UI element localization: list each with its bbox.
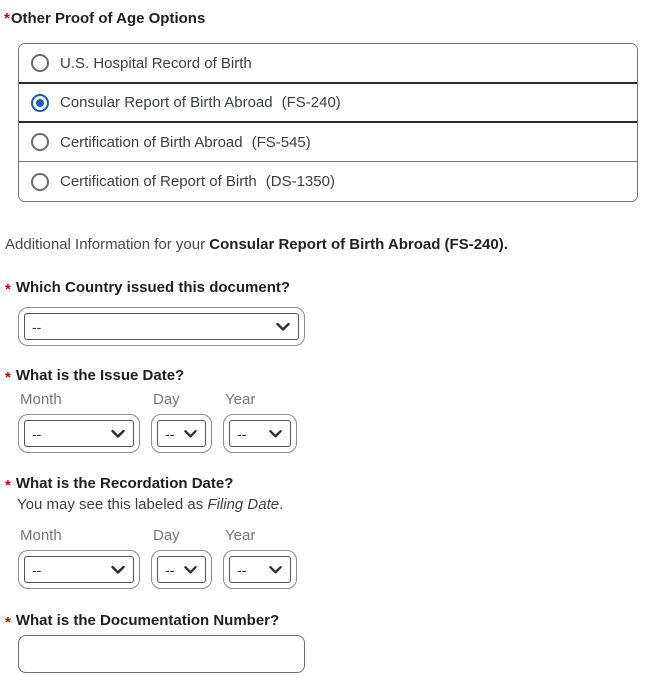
country-select[interactable]	[24, 313, 299, 340]
year-label: Year	[225, 391, 256, 408]
issue-date-question-text: What is the Issue Date?	[15, 367, 185, 384]
radio-option-label-wrap	[60, 94, 341, 111]
country-question-label	[5, 279, 647, 297]
day-label: Day	[153, 391, 180, 408]
issue-date-question-label	[5, 367, 647, 385]
additional-info-prefix: Additional Information for your	[5, 236, 210, 253]
additional-info-document-name: Consular Report of Birth Abroad (FS-240)	[209, 236, 504, 253]
helper-emphasis: Filing Date	[207, 496, 280, 513]
documentation-number-question-text: What is the Documentation Number?	[15, 612, 280, 629]
recordation-date-row	[18, 527, 647, 589]
recordation-date-question-label	[5, 475, 647, 493]
helper-prefix: You may see this labeled as	[17, 496, 208, 513]
recordation-year-select[interactable]	[229, 556, 291, 583]
helper-suffix: .	[279, 496, 284, 513]
page-title	[4, 10, 647, 27]
issue-date-row	[18, 391, 647, 453]
year-label: Year	[225, 527, 256, 544]
issue-year-column	[223, 391, 297, 453]
recordation-date-question-text: What is the Recordation Date?	[15, 475, 234, 492]
recordation-month-select[interactable]	[24, 556, 134, 583]
radio-option-label-wrap	[60, 134, 311, 151]
issue-day-select-wrapper	[151, 414, 212, 453]
radio-dot	[36, 99, 44, 107]
recordation-day-select-wrapper	[151, 550, 212, 589]
radio-button-icon[interactable]	[31, 54, 49, 72]
month-label: Month	[20, 391, 62, 408]
radio-option-us-hospital-record-of-birth[interactable]	[19, 44, 637, 83]
radio-option-label: Certification of Birth Abroad	[60, 133, 243, 151]
radio-option-code: (FS-545)	[251, 133, 311, 151]
radio-button-icon[interactable]	[31, 94, 49, 112]
issue-day-column	[151, 391, 212, 453]
issue-day-select[interactable]	[157, 420, 206, 447]
radio-option-certification-report-of-birth-ds1350[interactable]	[19, 162, 637, 201]
radio-option-code: (FS-240)	[281, 94, 341, 111]
recordation-month-select-wrapper	[18, 550, 140, 589]
country-select-wrapper	[18, 307, 305, 346]
radio-option-label: Consular Report of Birth Abroad	[60, 94, 273, 111]
required-asterisk: *	[5, 281, 11, 298]
country-question-text: Which Country issued this document?	[15, 279, 291, 296]
recordation-day-select[interactable]	[157, 556, 206, 583]
radio-dot	[36, 138, 44, 146]
additional-info-text	[5, 236, 647, 254]
radio-option-label: Certification of Report of Birth	[60, 173, 257, 190]
additional-info-suffix: .	[503, 236, 508, 253]
country-select-row	[18, 307, 647, 346]
month-label: Month	[20, 527, 62, 544]
required-asterisk: *	[5, 369, 11, 386]
radio-dot	[36, 178, 44, 186]
documentation-number-input[interactable]	[18, 635, 305, 673]
radio-dot	[36, 59, 44, 67]
recordation-day-column	[151, 527, 212, 589]
day-label: Day	[153, 527, 180, 544]
required-asterisk: *	[4, 10, 10, 27]
issue-month-select[interactable]	[24, 420, 134, 447]
radio-button-icon[interactable]	[31, 173, 49, 191]
radio-option-label-wrap	[60, 55, 261, 72]
issue-month-select-wrapper	[18, 414, 140, 453]
required-asterisk: *	[5, 477, 11, 494]
radio-option-label: U.S. Hospital Record of Birth	[60, 54, 252, 72]
issue-year-select-wrapper	[223, 414, 297, 453]
radio-option-label-wrap	[60, 173, 335, 190]
issue-year-select[interactable]	[229, 420, 291, 447]
radio-option-code: (DS-1350)	[265, 173, 335, 190]
recordation-month-column	[18, 527, 140, 589]
radio-option-consular-report-fs240[interactable]	[19, 82, 637, 123]
radio-option-certification-birth-abroad-fs545[interactable]	[19, 123, 637, 162]
proof-of-age-radio-group	[18, 43, 638, 202]
recordation-year-column	[223, 527, 297, 589]
required-asterisk: *	[5, 614, 11, 631]
recordation-helper-text	[17, 495, 647, 514]
issue-month-column	[18, 391, 140, 453]
documentation-number-question-label	[5, 612, 647, 630]
recordation-year-select-wrapper	[223, 550, 297, 589]
page-title-text: Other Proof of Age Options	[10, 10, 206, 27]
radio-button-icon[interactable]	[31, 133, 49, 151]
